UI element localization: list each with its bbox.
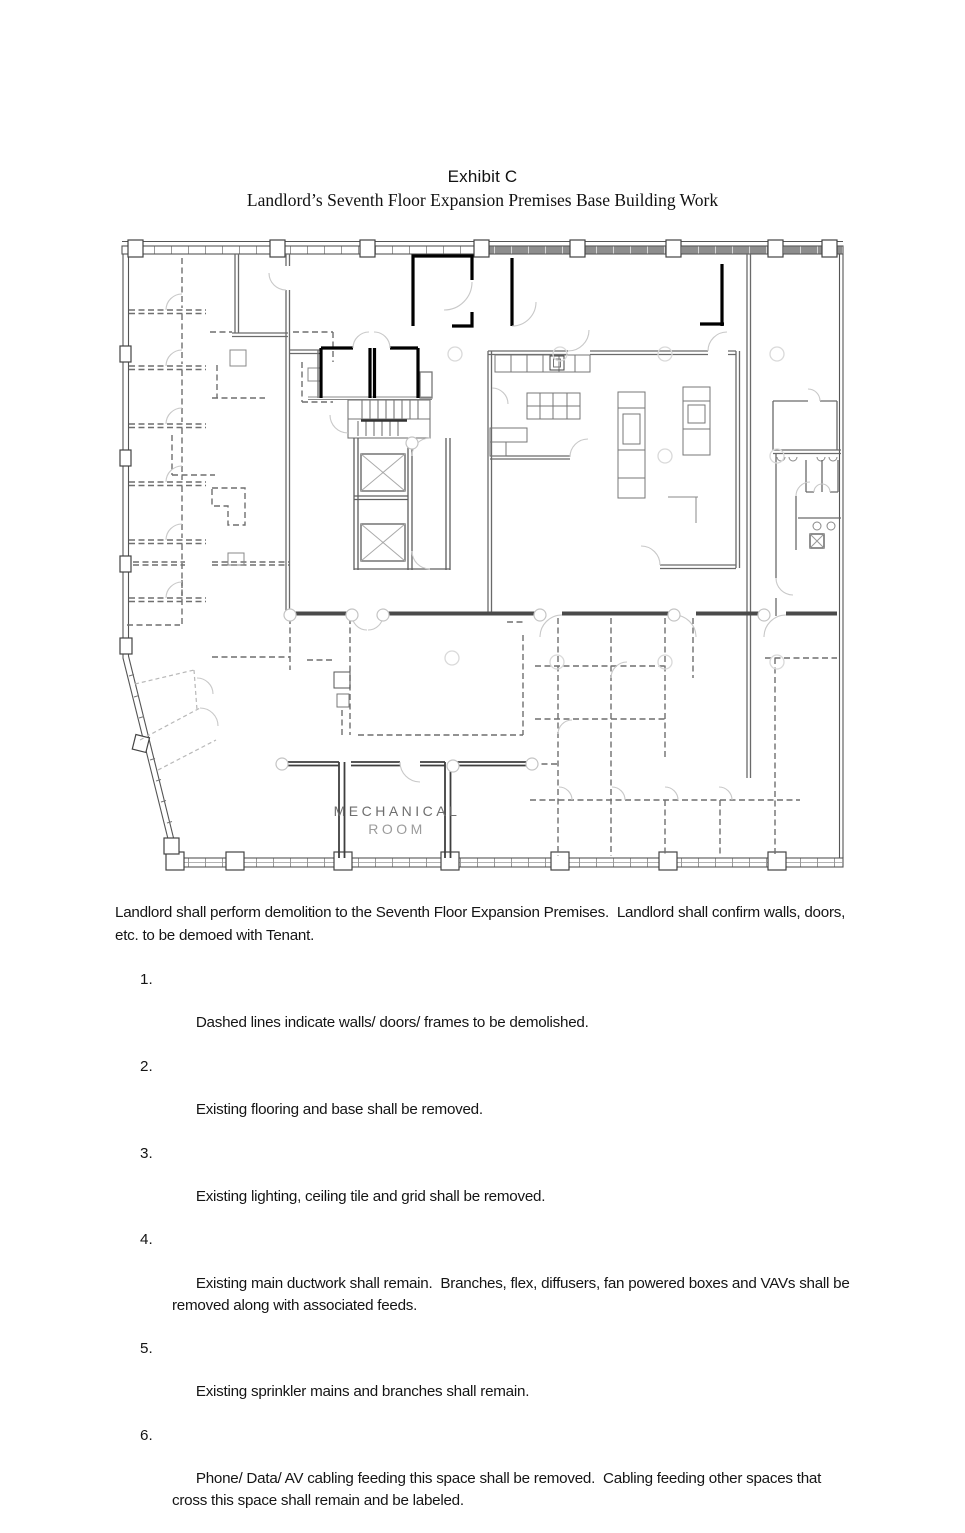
list-item-text: Existing lighting, ceiling tile and grid shall be removed. [195, 1188, 546, 1206]
list-item [0, 1056, 965, 1143]
body-paragraph: Landlord shall perform demolition to the Seventh Floor Expansion Premises. Landlord shall confirm walls, doors, etc. to be demoed with Tenant. [115, 904, 850, 944]
floor-plan-drawing [120, 238, 845, 878]
mechanical-room-label-line1: MECHANICAL [333, 803, 461, 819]
column-circles [445, 347, 784, 669]
list-item-text: Dashed lines indicate walls/ doors/ frames to be demolished. [195, 1014, 589, 1032]
list-item-text: Existing sprinkler mains and branches shall remain. [195, 1383, 530, 1401]
interior-walls [228, 254, 841, 778]
list-item-text: Phone/ Data/ AV cabling feeding this space shall be removed. Cabling feeding other spaces that cross this space shall remain and be labeled. [172, 1470, 826, 1509]
stair [348, 400, 430, 438]
list-item-number: 3. [140, 1144, 153, 1162]
elevator-shafts [354, 438, 450, 570]
page-subtitle: Landlord’s Seventh Floor Expansion Premises Base Building Work [246, 190, 719, 210]
black-walls [321, 256, 724, 398]
page-title: Exhibit C [447, 167, 518, 186]
list-item [0, 1425, 965, 1533]
door-arcs [166, 273, 830, 800]
list-item-text: Existing main ductwork shall remain. Branches, flex, diffusers, fan powered boxes and VAVs shall be removed along with associated feeds. [172, 1274, 854, 1314]
list-item [0, 1229, 965, 1338]
list-item-number: 6. [140, 1426, 153, 1444]
list-item-number: 5. [140, 1339, 153, 1357]
list-item-number: 2. [140, 1057, 153, 1075]
mechanical-room-label-line2: ROOM [368, 821, 426, 837]
list-item [0, 1143, 965, 1230]
kitchen-casework [334, 355, 710, 707]
mechanical-room-label [334, 803, 461, 837]
exterior-walls [122, 242, 843, 868]
demolition-notes-list [0, 969, 965, 1533]
list-item-text: Existing flooring and base shall be removed. [195, 1101, 483, 1119]
list-item-number: 1. [140, 971, 153, 988]
list-item [0, 1338, 965, 1425]
list-item-number: 4. [140, 1231, 153, 1249]
list-item [0, 969, 965, 1056]
